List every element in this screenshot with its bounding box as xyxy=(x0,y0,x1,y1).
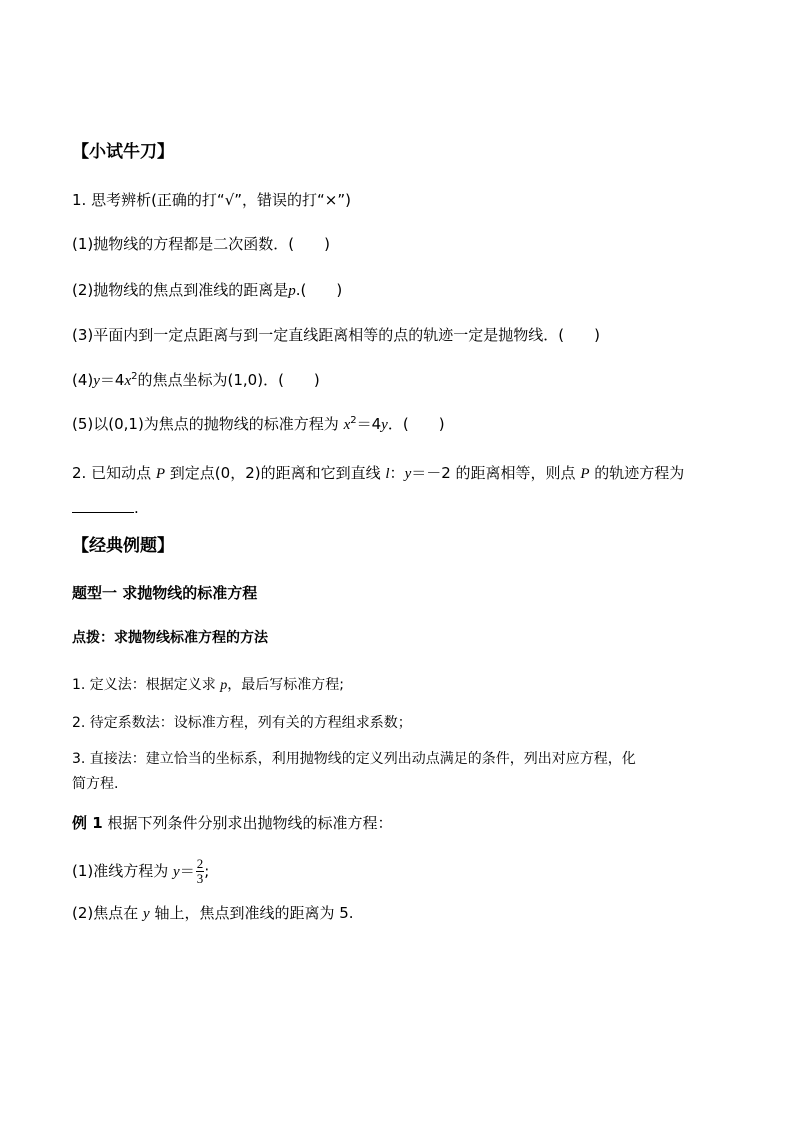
q2-var-p: P xyxy=(155,466,166,482)
cond2-var: y xyxy=(143,906,150,922)
q1-item-5-pre: (5)以(0,1)为焦点的抛物线的标准方程为 xyxy=(72,415,344,433)
q2-var-y: y xyxy=(404,466,412,482)
q1-item-1: (1)抛物线的方程都是二次函数．( ) xyxy=(72,235,330,253)
cond2-pre: (2)焦点在 xyxy=(72,904,144,922)
q1-item-5-sup: 2 xyxy=(350,415,357,426)
example-1-text: 根据下列条件分别求出抛物线的标准方程： xyxy=(102,814,393,832)
q1-item-5-var2: y xyxy=(381,417,388,433)
tip-m1-post: ，最后写标准方程; xyxy=(227,677,344,693)
q1-stem: 1. 思考辨析(正确的打“√”，错误的打“×”) xyxy=(72,191,351,209)
type1-title: 题型一 求抛物线的标准方程 xyxy=(72,584,258,602)
q1-item-5 xyxy=(72,413,445,436)
q1-item-2-post: .( ) xyxy=(295,281,343,299)
cond1-post: ; xyxy=(204,862,210,880)
q1-item-4-post: 的焦点坐标为(1,0)．( ) xyxy=(137,371,320,389)
tip-method-2: 2. 待定系数法：设标准方程，列有关的方程组求系数； xyxy=(72,715,412,731)
q1-item-4-sup: 2 xyxy=(131,371,138,382)
q1-item-2 xyxy=(72,279,342,302)
q1-item-4 xyxy=(72,369,320,392)
q2-post: 的轨迹方程为 xyxy=(589,464,685,482)
example-1-label: 例 1 xyxy=(72,814,103,832)
tip-method-1 xyxy=(72,674,344,697)
q1-item-5-var1: x xyxy=(343,417,351,433)
q2-var-l: l xyxy=(385,466,390,482)
q1-item-5-mid: ＝4 xyxy=(356,415,382,433)
q1-item-2-var: p xyxy=(288,283,296,299)
tip-m1-var: p xyxy=(220,678,228,693)
q1-item-4-var1: y xyxy=(93,373,100,389)
q1-item-4-var2: x xyxy=(124,373,132,389)
cond1-pre: (1)准线方程为 xyxy=(72,862,174,880)
tip-m1-pre: 1. 定义法：根据定义求 xyxy=(72,677,221,693)
section-title-warmup: 【小试牛刀】 xyxy=(72,142,174,162)
q1-item-4-pre: (4) xyxy=(72,371,94,389)
q1-item-5-post: ．( ) xyxy=(387,415,445,433)
cond1-var: y xyxy=(173,864,180,880)
q2-mid2: ＝－2 的距离相等，则点 xyxy=(411,464,581,482)
q2-answer-line xyxy=(72,497,139,519)
q1-item-4-mid: ＝4 xyxy=(99,371,125,389)
answer-blank xyxy=(72,498,134,513)
example-1-cond-1 xyxy=(72,857,209,886)
fraction-denominator: 3 xyxy=(196,871,204,886)
q2-colon: ： xyxy=(389,464,405,482)
example-1-cond-2 xyxy=(72,902,354,925)
fraction-numerator: 2 xyxy=(196,856,204,871)
q2-var-p2: P xyxy=(580,466,590,482)
q2-stem xyxy=(72,462,684,485)
section-title-examples: 【经典例题】 xyxy=(72,536,174,556)
q1-item-2-pre: (2)抛物线的焦点到准线的距离是 xyxy=(72,281,289,299)
q1-item-3: (3)平面内到一定点距离与到一定直线距离相等的点的轨迹一定是抛物线．( ) xyxy=(72,326,600,344)
tip-method-3b: 简方程. xyxy=(72,776,119,792)
q2-end: . xyxy=(134,499,139,517)
tip-method-3a: 3. 直接法：建立恰当的坐标系，利用抛物线的定义列出动点满足的条件，列出对应方程，化 xyxy=(72,751,636,767)
q2-pre: 2. 已知动点 xyxy=(72,464,156,482)
q2-mid1: 到定点(0，2)的距离和它到直线 xyxy=(165,464,386,482)
cond2-post: 轴上，焦点到准线的距离为 5. xyxy=(149,904,354,922)
example-1 xyxy=(72,812,392,834)
cond1-eq: ＝ xyxy=(179,862,195,880)
tip-title: 点拨：求抛物线标准方程的方法 xyxy=(72,630,268,646)
fraction-two-thirds xyxy=(196,857,205,886)
